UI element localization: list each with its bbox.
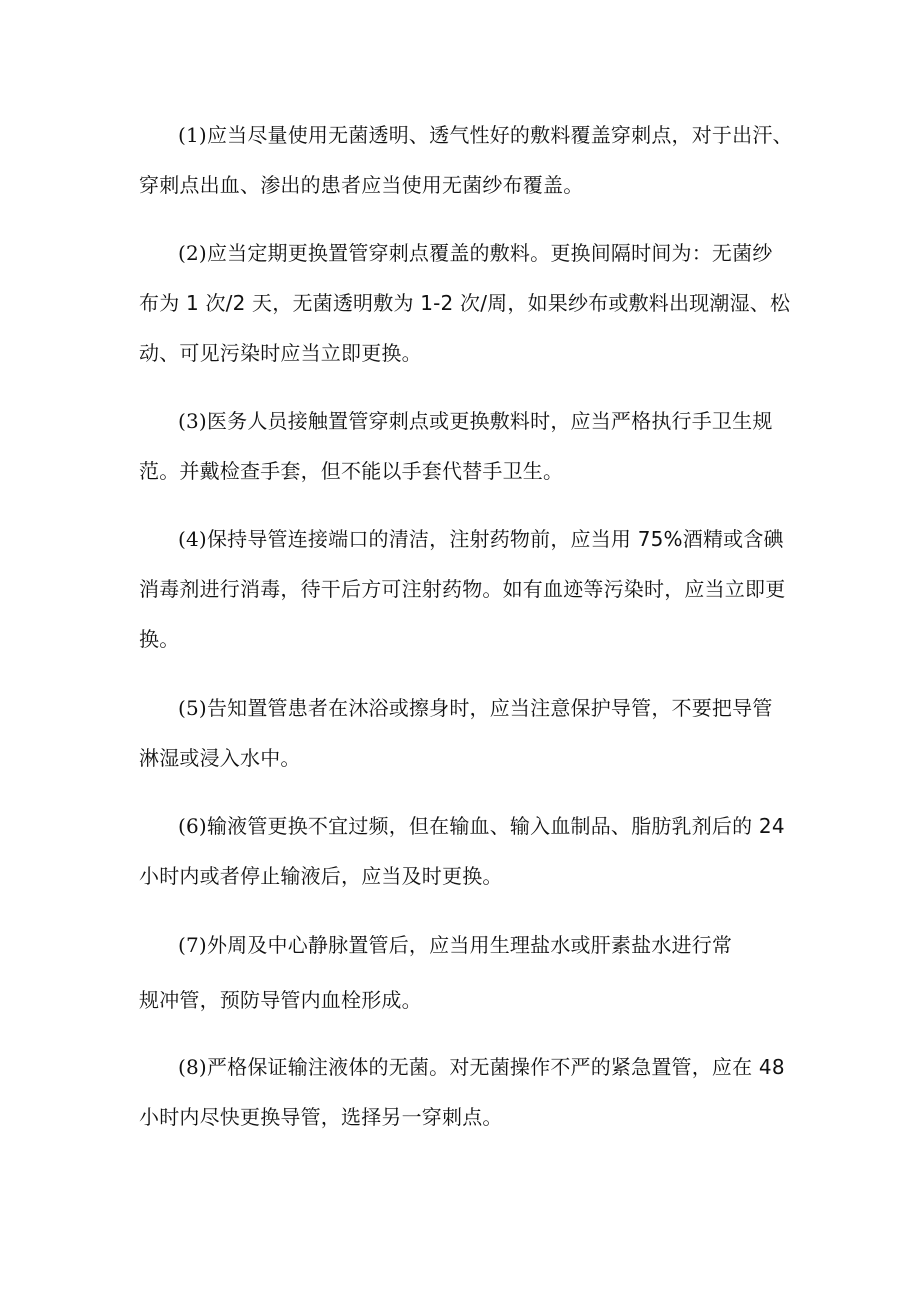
item-8-line-1: (8)严格保证输注液体的无菌。对无菌操作不严的紧急置管，应在 48 [178, 1055, 785, 1079]
item-4-line-2: 消毒剂进行消毒，待干后方可注射药物。如有血迹等污染时，应当立即更 [139, 577, 786, 601]
item-2-line-3: 动、可见污染时应当立即更换。 [139, 341, 422, 365]
item-6-line-2: 小时内或者停止输液后，应当及时更换。 [139, 864, 503, 888]
item-1-line-1: (1)应当尽量使用无菌透明、透气性好的敷料覆盖穿刺点，对于出汗、 [178, 123, 793, 147]
item-7-line-2: 规冲管，预防导管内血栓形成。 [139, 988, 422, 1012]
item-3-line-2: 范。并戴检查手套，但不能以手套代替手卫生。 [139, 459, 564, 483]
item-6-number: (6) [178, 814, 207, 838]
item-4-line-3: 换。 [139, 627, 180, 651]
item-5-line-1: (5)告知置管患者在沐浴或擦身时，应当注意保护导管，不要把导管 [178, 696, 773, 720]
item-7-line-1: (7)外周及中心静脉置管后，应当用生理盐水或肝素盐水进行常 [178, 933, 733, 957]
item-2-line-1: (2)应当定期更换置管穿刺点覆盖的敷料。更换间隔时间为：无菌纱 [178, 241, 773, 265]
item-5-line-2: 淋湿或浸入水中。 [139, 746, 301, 770]
item-3-line-1: (3)医务人员接触置管穿刺点或更换敷料时，应当严格执行手卫生规 [178, 409, 773, 433]
item-3-number: (3) [178, 409, 207, 433]
item-2-number: (2) [178, 241, 207, 265]
item-4-number: (4) [178, 527, 207, 551]
item-4-line-1: (4)保持导管连接端口的清洁，注射药物前，应当用 75%酒精或含碘 [178, 527, 784, 551]
item-8-line-2: 小时内尽快更换导管，选择另一穿刺点。 [139, 1105, 503, 1129]
item-5-number: (5) [178, 696, 207, 720]
item-2-line-2: 布为 1 次/2 天，无菌透明敷为 1-2 次/周，如果纱布或敷料出现潮湿、松 [139, 291, 791, 315]
item-6-line-1: (6)输液管更换不宜过频，但在输血、输入血制品、脂肪乳剂后的 24 [178, 814, 785, 838]
item-7-number: (7) [178, 933, 207, 957]
item-1-number: (1) [178, 123, 207, 147]
item-8-number: (8) [178, 1055, 207, 1079]
item-1-line-2: 穿刺点出血、渗出的患者应当使用无菌纱布覆盖。 [139, 173, 584, 197]
